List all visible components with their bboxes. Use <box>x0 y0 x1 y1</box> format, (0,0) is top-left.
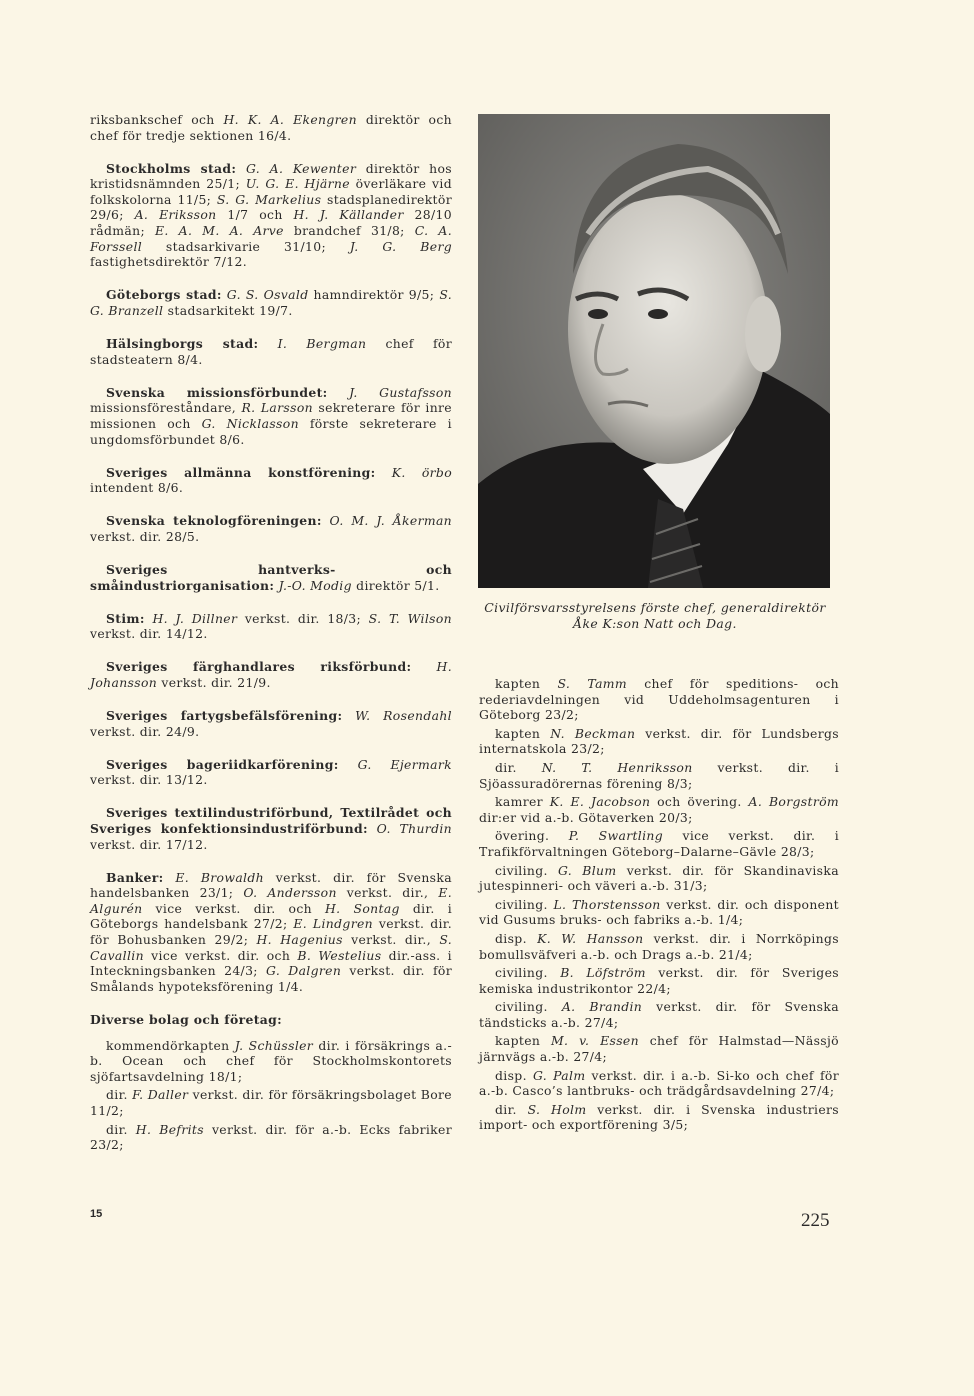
signature-mark: 15 <box>90 1208 103 1220</box>
entry-henriksson: dir. N. T. Henriksson verkst. dir. i Sjöassuradörernas förening 8/3; <box>479 759 840 791</box>
entry-blum: civiling. G. Blum verkst. dir. för Skandinaviska jutespinneri- och väveri a.-b. 31/3; <box>479 862 839 894</box>
paragraph-continuation: riksbankschef och H. K. A. Ekengren direktör och chef för tredje sektionen 16/4. <box>90 112 452 143</box>
right-column <box>479 676 839 1136</box>
left-column <box>90 112 452 1156</box>
entry-befrits: dir. H. Befrits verkst. dir. för a.-b. Ecks fabriker 23/2; <box>90 1121 452 1153</box>
paragraph-goteborgs-stad: Göteborgs stad: G. S. Osvald hamndirektör 9/5; S. G. Branzell stadsarkitekt 19/7. <box>90 287 453 318</box>
paragraph-teknologforeningen: Svenska teknologföreningen: O. M. J. Åkerman verkst. dir. 28/5. <box>90 513 453 544</box>
paragraph-stockholms-stad: Stockholms stad: G. A. Kewenter direktör hos kristidsnämnden 25/1; U. G. E. Hjärne överläkare vid folkskolorna 11/5; S. G. Markelius stadsplanedirektör 29/6; A. Eriksson 1/7 och H. J. Källander 28/10 rådmän; E. A. M. A. Arve brandchef 31/8; C. A. Forssell stadsarkivarie 31/10; J. G. Berg fastighetsdirektör 7/12. <box>90 160 452 270</box>
entry-swartling: övering. P. Swartling vice verkst. dir. i Trafikförvaltningen Göteborg–Dalarne–Gävle 28/3; <box>479 828 840 859</box>
entry-palm: disp. G. Palm verkst. dir. i a.-b. Si-ko och chef för a.-b. Casco’s lantbruks- och trädgårdsavdelning 27/4; <box>479 1067 839 1099</box>
paragraph-textilindustri: Sveriges textilindustriförbund, Textilrådet och Sveriges konfektionsindustriförbund: O. Thurdin verkst. dir. 17/12. <box>90 805 452 852</box>
paragraph-halsingborgs-stad: Hälsingborgs stad: I. Bergman chef för stadsteatern 8/4. <box>90 336 452 367</box>
paragraph-banker: Banker: E. Browaldh verkst. dir. för Svenska handelsbanken 23/1; O. Andersson verkst. dir., E. Algurén vice verkst. dir. och H. Sontag dir. i Göteborgs handelsbank 27/2; E. Lindgren verkst. dir. för Bohusbanken 29/2; H. Hagenius verkst. dir., S. Cavallin vice verkst. dir. och B. Westelius dir.-ass. i Inteckningsbanken 24/3; G. Dalgren verkst. dir. för Smålands hypoteksförening 1/4. <box>90 869 453 994</box>
entry-brandin: civiling. A. Brandin verkst. dir. för Svenska tändsticks a.-b. 27/4; <box>479 999 839 1030</box>
section-heading-diverse: Diverse bolag och företag: <box>90 1011 283 1027</box>
entry-lofstrom: civiling. B. Löfström verkst. dir. för Sveriges kemiska industrikontor 22/4; <box>479 965 839 996</box>
page-number: 225 <box>801 1210 830 1231</box>
portrait-photo <box>478 114 830 588</box>
photo-caption: Civilförsvarsstyrelsens förste chef, generaldirektör Åke K:son Natt och Dag. <box>484 600 826 631</box>
paragraph-missionsforbundet: Svenska missionsförbundet: J. Gustafsson missionsföreståndare, R. Larsson sekreterare för inre missionen och G. Nicklasson förste sekreterare i ungdomsförbundet 8/6. <box>90 384 453 447</box>
entry-essen: kapten M. v. Essen chef för Halmstad—Nässjö järnvägs a.-b. 27/4; <box>479 1033 839 1065</box>
paragraph-hantverksorganisation: Sveriges hantverks- och småindustriorganisation: J.-O. Modig direktör 5/1. <box>90 561 452 593</box>
paragraph-konstforening: Sveriges allmänna konstförening: K. örbo intendent 8/6. <box>90 464 452 496</box>
entry-schussler: kommendörkapten J. Schüssler dir. i försäkrings a.-b. Ocean och chef för Stockholmskontorets sjöfartsavdelning 18/1; <box>90 1037 452 1084</box>
entry-beckman: kapten N. Beckman verkst. dir. för Lundsbergs internatskola 23/2; <box>479 725 839 757</box>
portrait-image <box>478 114 830 588</box>
entry-daller: dir. F. Daller verkst. dir. för försäkringsbolaget Bore 11/2; <box>90 1087 452 1118</box>
paragraph-farghandlares: Sveriges färghandlares riksförbund: H. Johansson verkst. dir. 21/9. <box>90 659 452 690</box>
entry-jacobson-borgstrom: kamrer K. E. Jacobson och övering. A. Borgström dir:er vid a.-b. Götaverken 20/3; <box>479 794 840 825</box>
entry-thorstensson: civiling. L. Thorstensson verkst. dir. och disponent vid Gusums bruks- och fabriks a.-b. 1/4; <box>479 896 839 928</box>
entry-tamm: kapten S. Tamm chef för speditions- och rederiavdelningen vid Uddeholmsagenturen i Göteborg 23/2; <box>479 676 840 723</box>
paragraph-stim: Stim: H. J. Dillner verkst. dir. 18/3; S. T. Wilson verkst. dir. 14/12. <box>90 610 452 642</box>
entry-hansson: disp. K. W. Hansson verkst. dir. i Norrköpings bomullsväfveri a.-b. och Drags a.-b. 21/4; <box>479 930 839 962</box>
paragraph-fartygsbefal: Sveriges fartygsbefälsförening: W. Rosendahl verkst. dir. 24/9. <box>90 708 452 739</box>
paragraph-bageriidkar: Sveriges bageriidkarförening: G. Ejermark verkst. dir. 13/12. <box>90 756 452 788</box>
entry-holm: dir. S. Holm verkst. dir. i Svenska industriers import- och exportförening 3/5; <box>479 1101 839 1133</box>
